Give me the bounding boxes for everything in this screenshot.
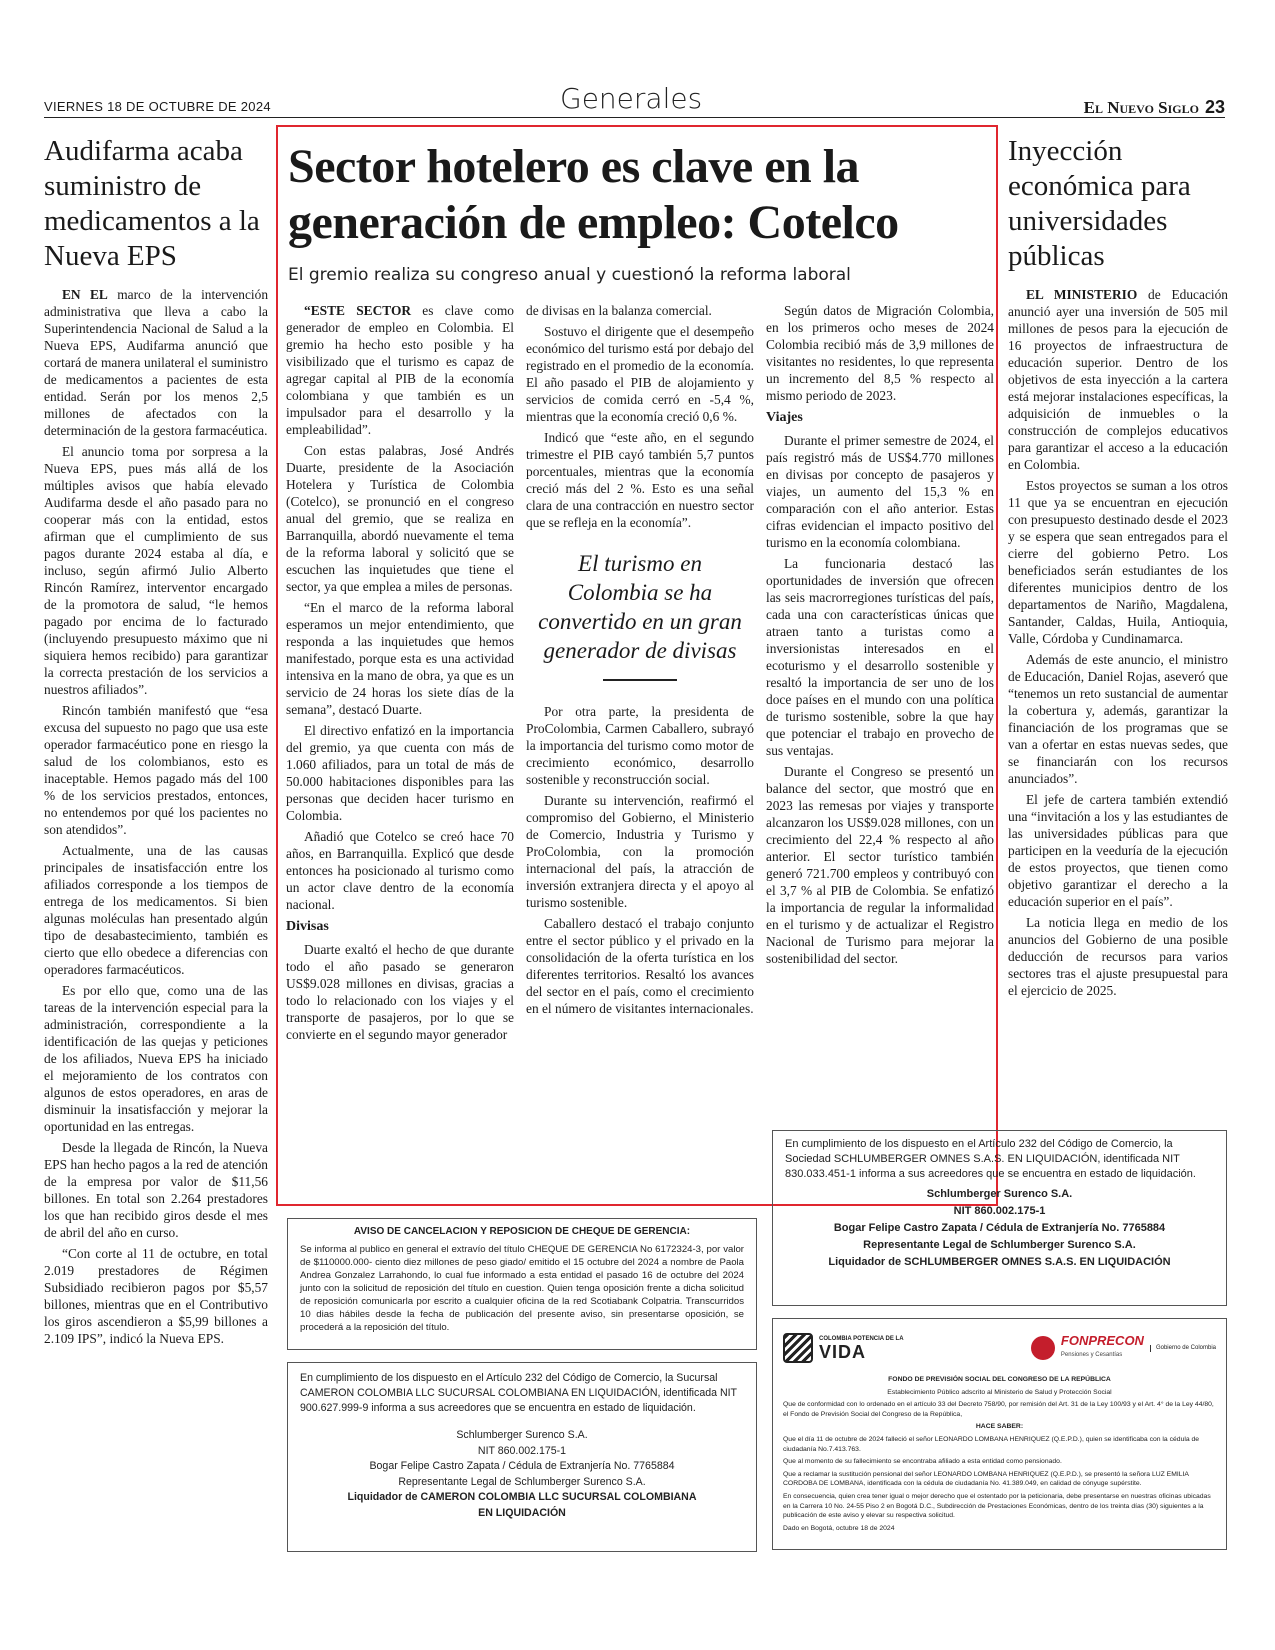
org-name: FONDO DE PREVISIÓN SOCIAL DEL CONGRESO DE LA REPÚBLICA	[888, 1376, 1111, 1383]
right-article	[1008, 134, 1228, 1003]
main-article-box	[276, 125, 998, 1206]
signature-line: Representante Legal de Schlumberger Surenco S.A.	[398, 1475, 646, 1488]
paragraph	[44, 286, 268, 439]
paragraph: Que de conformidad con lo ordenado en el artículo 33 del Decreto 758/90, por remisión del Art. 31 de la Ley 100/93 y el Art. 4° de la Ley 44/80, el Fondo de Previsión Social del Congreso de la República,	[783, 1401, 1214, 1418]
paragraph: El directivo enfatizó en la importancia del gremio, ya que cuenta con más de 1.060 afiliados, para un total de más de 50.000 habitaciones disponibles para las personas que deciden hacer turismo en Colombia.	[286, 723, 514, 823]
paragraph: “Con corte al 11 de octubre, en total 2.019 prestadores de Régimen Subsidiado recibieron pagos por $5,57 billones, mientras que en el Contributivo los giros ascendieron a $5,99 billones a 2.109 IPS”, indicó la Nueva EPS.	[44, 1246, 268, 1346]
pull-quote: El turismo en Colombia se ha convertido en un gran generador de divisas	[538, 551, 742, 663]
section-title: Generales	[560, 82, 703, 115]
signature-line: Liquidador de SCHLUMBERGER OMNES S.A.S. EN LIQUIDACIÓN	[828, 1256, 1171, 1268]
paragraph: La noticia llega en medio de los anuncios del Gobierno de una posible deducción de recursos para varios sectores tras el ajuste presupuestal para el ejercicio de 2025.	[1008, 915, 1228, 998]
paragraph: El jefe de cartera también extendió una “invitación a los y las estudiantes de las universidades públicas para que participen en la veeduría de la ejecución de estos proyectos, que tienen como objetivo garantizar el derecho a la educación superior en el país”.	[1008, 792, 1228, 909]
lead-in: EN EL	[62, 287, 108, 302]
signature-line: Schlumberger Surenco S.A.	[456, 1429, 588, 1441]
signature-line: EN LIQUIDACIÓN	[478, 1506, 566, 1519]
publication-name: El Nuevo Siglo	[1083, 98, 1199, 117]
left-article	[44, 134, 268, 1351]
gobierno-tag: Gobierno de Colombia	[1150, 1345, 1216, 1352]
main-column-3	[766, 302, 994, 971]
legal-notice-cameron	[287, 1362, 757, 1552]
main-column-1	[286, 302, 514, 1047]
notice-signature	[300, 1428, 744, 1521]
notice-logos	[783, 1327, 1216, 1369]
paragraph: Rincón también manifestó que “esa excusa del supuesto no pago que usa este operador farmacéutico pone en riesgo la salud de los colombianos, esto es inaceptable. Hemos pagado más del 100 % de los servicios prestados, entonces, no entendemos por qué los pacientes no son atendidos”.	[44, 703, 268, 837]
brand-sub: Pensiones y Cesantías	[1060, 1352, 1123, 1358]
paragraph: Durante el primer semestre de 2024, el país registró más de US$4.770 millones en divisas por concepto de pasajeros y viajes, un aumento del 15,3 % en comparación con el año anterior. Estas cifras evidencian el impacto positivo del turismo en la economía colombiana.	[766, 433, 994, 550]
paragraph: de divisas en la balanza comercial.	[526, 303, 712, 318]
paragraph: Con estas palabras, José Andrés Duarte, presidente de la Asociación Hotelera y Turística de Colombia (Cotelco), se pronunció en el congreso anual del gremio, que se realiza en Barranquilla, abordó nuevamente el tema de la reforma laboral y solicitó que se escuchen las inquietudes que tiene el sector, ya que emplea a miles de personas.	[286, 443, 514, 594]
paragraph: El anuncio toma por sorpresa a la Nueva EPS, pues más allá de los múltiples avisos que había elevado Audifarma desde el año pasado para no cooperar más con la entidad, estos afirman que el cumplimiento de sus pagos durante 2024 estaba al día, e incluso, según afirmó Julio Alberto Rincón Ramírez, interventor encargado de la promotora de salud, “le hemos pagado por encima de lo facturado (incluyendo presupuesto máximo que ni siquiera hemos recibido) para garantizar la correcta prestación de los servicios a nuestros afiliados”.	[44, 444, 268, 697]
paragraph: Que el día 11 de octubre de 2024 falleció el señor LEONARDO LOMBANA HENRIQUEZ (Q.E.P.D.), quien se identificaba con la cédula de ciudadanía No.7.413.763.	[783, 1435, 1200, 1453]
notice-text: Se informa al publico en general el extravío del título CHEQUE DE GERENCIA No 6172324-3, por valor de $110000.000- ciento diez millones de peso giado/ emitido el 15 octubre del 2024 a nombre de Paola Andrea Gonzalez Larrahondo, lo cual fue informado a esta entidad el pasado 16 de octubre del 2024 junto con la solicitud de reposición del título en cuestion. Quien tenga oposición frente a dicha solicitud de reposición comunicarla por escrito a cualquier oficina de la red Scotiabank Colpatria. Transcurridos 10 dias hábiles desde la fecha de publicación del presente aviso, sin presentarse oposición, se procederá a la reposición del título.	[300, 1244, 744, 1333]
notice-body	[783, 1375, 1216, 1533]
paragraph: Sostuvo el dirigente que el desempeño económico del turismo está por debajo del registrado en el promedio de la economía. El año pasado el PIB de alojamiento y servicios de comida cerró en -5,4 %, mientras que la economía creció 0,6 %.	[526, 324, 754, 424]
org-sub: Establecimiento Público adscrito al Ministerio de Salud y Protección Social	[887, 1388, 1112, 1396]
paragraph: Duarte exaltó el hecho de que durante todo el año pasado se generaron US$9.028 millones en divisas, gracias a todo lo relacionado con los viajes y el transporte de pasajeros, por lo que se convierte en el segundo mayor generador	[286, 942, 514, 1042]
right-article-title: Inyección económica para universidades públicas	[1008, 135, 1191, 272]
pull-quote-rule	[603, 679, 677, 681]
paragraph: Por otra parte, la presidenta de ProColombia, Carmen Caballero, subrayó la importancia del turismo como motor de crecimiento económico, desarrollo sostenible y reconstrucción social.	[526, 704, 754, 787]
fonprecon-mark-icon	[1031, 1336, 1055, 1360]
signature-line: NIT 860.002.175-1	[477, 1444, 567, 1457]
logo-small-text: COLOMBIA POTENCIA DE LA	[819, 1335, 904, 1342]
paragraph: Durante su intervención, reafirmó el compromiso del Gobierno, el Ministerio de Comercio, Industria y Turismo y ProColombia, con la promoción internacional del país, la atracción de inversión extranjera directa y el apoyo al turismo sostenible.	[526, 793, 754, 910]
paragraph: La funcionaria destacó las oportunidades de inversión que ofrecen las seis macrorregiones turísticas del país, cada una con características únicas que atraen tanto a turistas como a inversionistas interesados en el ecoturismo y el desarrollo sostenible y resaltó la importancia de ser uno de los doce países en el mundo con una política de turismo sostenible, sobre la que hay que potenciar el trabajo en provecho de sus ventajas.	[766, 556, 994, 758]
paragraph: Añadió que Cotelco se creó hace 70 años, en Barranquilla. Explicó que desde entonces ha posicionado al turismo como un actor clave dentro de la economía nacional.	[286, 829, 514, 912]
signature-line: Liquidador de CAMERON COLOMBIA LLC SUCURSAL COLOMBIANA	[347, 1491, 697, 1503]
notice-intro: En cumplimiento de los dispuesto en el Artículo 232 del Código de Comercio, la Sucursal CAMERON COLOMBIA LLC SUCURSAL COLOMBIANA EN LIQUIDACIÓN, identificada NIT 900.627.999-9 informa a sus acreedores que se encuentra en estado de liquidación.	[300, 1372, 737, 1414]
subhead-viajes: Viajes	[766, 410, 803, 425]
colombia-logo-text	[819, 1336, 904, 1361]
subhead-divisas: Divisas	[286, 919, 329, 934]
paragraph: En consecuencia, quien crea tener igual o mejor derecho que el ostentado por la peticionaria, debe presentarse en nuestras oficinas ubicadas en la Carrera 10 No. 24-55 Piso 2 en Bogotá D.C., Subdirección de Prestaciones Económicas, dentro de los treinta días (30) siguientes a la publicación de este aviso y elevar su respectiva solicitud.	[783, 1492, 1211, 1520]
paragraph: Desde la llegada de Rincón, la Nueva EPS han hecho pagos a la red de atención de la empresa por valor de $11,56 billones. En total son 2.264 prestadores los que han recibido giros desde el mes de abril del año en curso.	[44, 1140, 268, 1240]
main-article-subtitle: El gremio realiza su congreso anual y cuestionó la reforma laboral	[288, 265, 851, 285]
fonprecon-brand	[1061, 1333, 1144, 1363]
paragraph-text: es clave como generador de empleo en Colombia. El gremio ha hecho esto posible y ha visibilizado que el turismo es capaz de agregar capital al PIB de la economía colombiana y que también es un impulsador para el desarrollo y la empleabilidad”.	[286, 303, 514, 437]
paragraph: Que al momento de su fallecimiento se encontraba afiliado a esta entidad como pensionado.	[783, 1458, 1062, 1466]
left-article-body	[44, 286, 268, 1347]
signature-line: NIT 860.002.175-1	[953, 1205, 1046, 1217]
right-article-body	[1008, 286, 1228, 999]
paragraph-text: de Educación anunció ayer una inversión de 505 mil millones de pesos para la ejecución de 16 proyectos de infraestructura de educación superior. Dentro de los objetivos de esta inyección a la cartera está mejorar instalaciones específicas, la adquisición de inmuebles o la construcción de complejos educativos para garantizar el acceso a la educación en Colombia.	[1008, 287, 1228, 472]
signature-line: Bogar Felipe Castro Zapata / Cédula de Extranjería No. 7765884	[833, 1222, 1166, 1234]
paragraph: Que a reclamar la sustitución pensional del señor LEONARDO LOMBANA HENRIQUEZ (Q.E.P.D.), se presentó la señora LUZ EMILIA CORDOBA DE LOMBANA, identificada con la cédula de ciudadanía No. 41.389.049, en calidad de cónyuge supérstite.	[783, 1470, 1189, 1488]
left-article-title: Audifarma acaba suministro de medicamentos a la Nueva EPS	[44, 135, 260, 272]
legal-notice-cheque	[287, 1218, 757, 1350]
lead-in: EL MINISTERIO	[1026, 287, 1138, 302]
main-article-title: Sector hotelero es clave en la generación de empleo: Cotelco	[288, 140, 899, 249]
main-column-2	[526, 302, 754, 1021]
paragraph: Dado en Bogotá, octubre 18 de 2024	[783, 1524, 895, 1532]
paragraph: Además de este anuncio, el ministro de Educación, Daniel Rojas, aseveró que “tenemos un reto sustancial de aumentar la cobertura y, además, garantizar la financiación de los programas que se van a ofertar en estas nuevas sedes, que se financiarán con los recursos anunciados”.	[1008, 652, 1228, 786]
paragraph: Según datos de Migración Colombia, en los primeros ocho meses de 2024 Colombia recibió más de 3,9 millones de visitantes no residentes, lo que representa un incremento del 8,5 % respecto al mismo periodo de 2023.	[766, 303, 994, 403]
paragraph: Es por ello que, como una de las tareas de la intervención especial para la administración, correspondiente a la identificación de las quejas y peticiones de los afiliados, Nueva EPS ha iniciado el mejoramiento de los contratos con algunos de estos operadores, en aras de disminuir la insatisfacción y mejorar la oportunidad en las entregas.	[44, 983, 268, 1134]
paragraph	[1008, 286, 1228, 473]
paragraph: Caballero destacó el trabajo conjunto entre el sector público y el privado en la consolidación de la oferta turística en los diferentes territorios. Resaltó los avances del sector en el país, como el crecimiento en el número de visitantes internacionales.	[526, 916, 754, 1016]
colombia-logo	[783, 1333, 904, 1363]
paragraph: “En el marco de la reforma laboral esperamos un mejor entendimiento, que responda a las inquietudes que hemos manifestado, porque esta es una actividad intensiva en la mano de obra, ya que es un servicio de 24 horas los siete días de la semana”, destacó Duarte.	[286, 600, 514, 717]
paragraph: Durante el Congreso se presentó un balance del sector, que mostró que en 2023 las remesas por viajes y transporte alcanzaron los US$9.028 millones, con un crecimiento del 22,4 % respecto al año anterior. El sector turístico también generó 721.700 empleos y contribuyó con el 3,7 % al PIB de Colombia. Se enfatizó la importancia de regular la informalidad en el turismo y de actualizar el Registro Nacional de Turismo para mejorar la sostenibilidad del sector.	[766, 764, 994, 966]
paragraph	[286, 302, 514, 438]
signature-line: Bogar Felipe Castro Zapata / Cédula de Extranjería No. 7765884	[369, 1460, 675, 1472]
paragraph: Indicó que “este año, en el segundo trimestre el PIB cayó también 5,7 puntos porcentuales, mientras que la economía creció más del 2 %. Esto es una señal clara de una contracción en nuestro sector que se refleja en la economía”.	[526, 430, 754, 530]
paragraph: Actualmente, una de las causas principales de insatisfacción entre los afiliados corresponde a los tiempos de entrega de los medicamentos. Si bien algunas moléculas han presentado algún tipo de desabastecimiento, también es cierto que ello obedece a diferencias con operadores farmacéuticos.	[44, 843, 268, 977]
notice-title: AVISO DE CANCELACION Y REPOSICION DE CHEQUE DE GERENCIA:	[353, 1226, 691, 1237]
fonprecon-logo	[1031, 1333, 1216, 1363]
legal-notice-fonprecon	[772, 1318, 1227, 1550]
masthead	[1084, 97, 1225, 118]
brand-name: FONPRECON	[1060, 1333, 1144, 1348]
lead-in: “ESTE SECTOR	[304, 303, 412, 318]
issue-date: VIERNES 18 DE OCTUBRE DE 2024	[44, 99, 271, 114]
legal-notice-schlumberger	[772, 1130, 1227, 1306]
signature-line: Schlumberger Surenco S.A.	[926, 1188, 1073, 1200]
signature-line: Representante Legal de Schlumberger Surenco S.A.	[863, 1239, 1136, 1251]
page-number: 23	[1204, 97, 1225, 117]
hace-saber: HACE SABER:	[975, 1423, 1024, 1431]
notice-signature	[785, 1186, 1214, 1271]
logo-big-text: VIDA	[819, 1341, 867, 1362]
header-rule	[44, 117, 1225, 118]
notice-intro: En cumplimiento de los dispuesto en el Artículo 232 del Código de Comercio, la Sociedad SCHLUMBERGER OMNES S.A.S. EN LIQUIDACIÓN, identificada NIT 830.033.451-1 informa a sus acreedores que se encuentra en estado de liquidación.	[785, 1138, 1196, 1180]
paragraph: Estos proyectos se suman a los otros 11 que ya se encuentran en ejecución con presupuesto destinado desde el 2023 y se espera que sean entregados para el cierre del gobierno Petro. Los beneficiados serán estudiantes de los diferentes municipios dentro de los departamentos de Nariño, Magdalena, Santander, Caldas, Huila, Antioquia, Valle, Córdoba y Cundinamarca.	[1008, 478, 1228, 646]
paragraph-text: marco de la intervención administrativa que lleva a cabo la Superintendencia Nacional de Salud a la Nueva EPS, Audifarma anunció que cortará de manera unilateral el suministro de medicamentos a pacientes de esta entidad. Serán por los menos 2,5 millones de afectados con la determinación de la gestora farmacéutica.	[44, 287, 269, 438]
colombia-flag-icon	[783, 1333, 813, 1363]
